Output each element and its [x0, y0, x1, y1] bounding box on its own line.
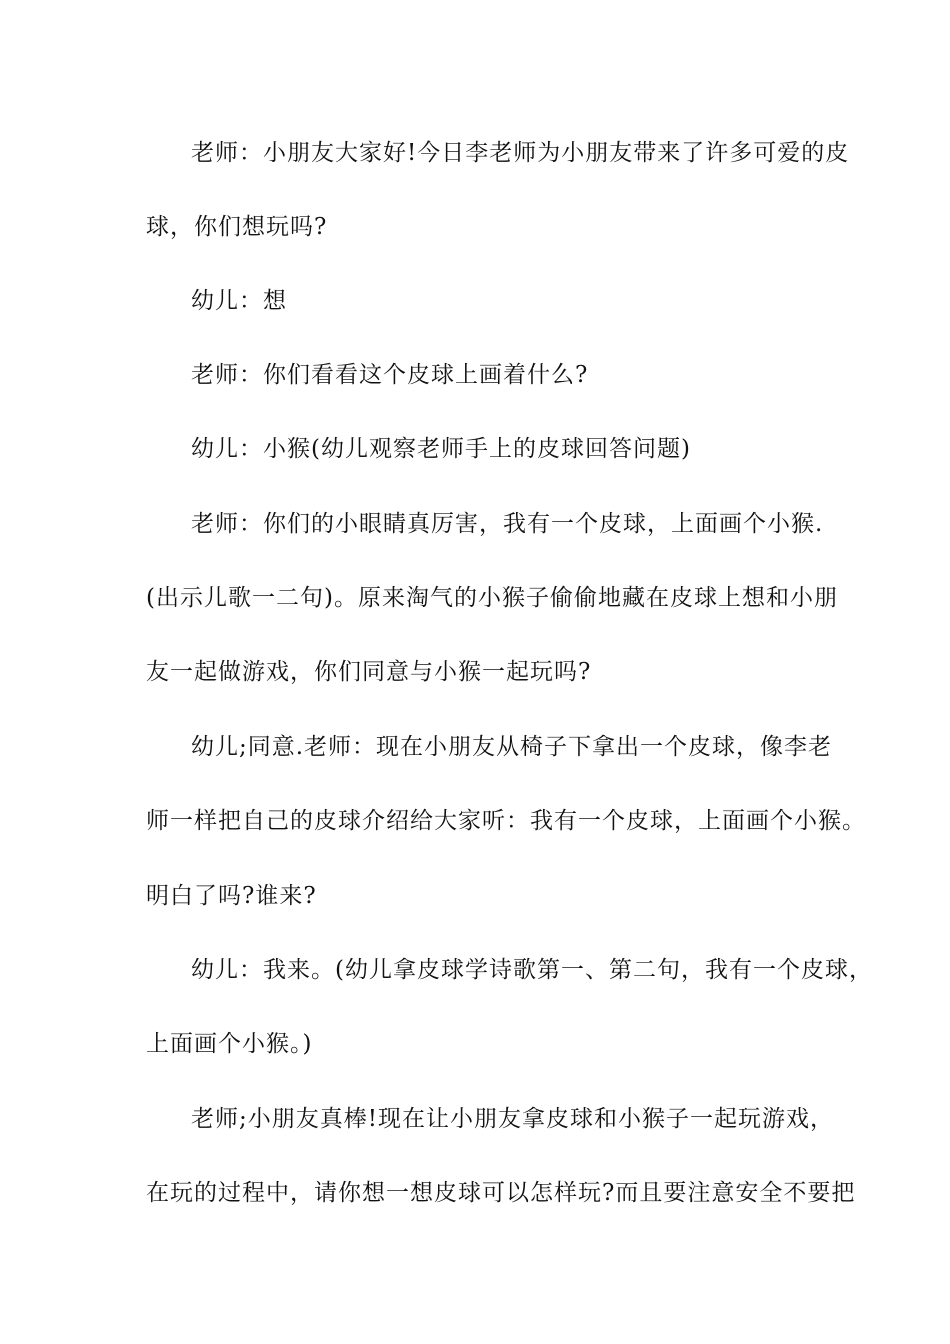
- paragraph-line: 幼儿;同意.老师：现在小朋友从椅子下拿出一个皮球，像李老: [191, 734, 833, 760]
- paragraph-line: 老师;小朋友真棒!现在让小朋友拿皮球和小猴子一起玩游戏，: [191, 1106, 834, 1132]
- paragraph-line: 幼儿：想: [191, 288, 287, 314]
- paragraph-line: (出示儿歌一二句)。原来淘气的小猴子偷偷地藏在皮球上想和小朋: [146, 585, 838, 611]
- paragraph-line: 友一起做游戏，你们同意与小猴一起玩吗?: [146, 659, 592, 685]
- paragraph-line: 明白了吗?谁来?: [146, 883, 317, 909]
- paragraph-line: 球，你们想玩吗?: [146, 214, 328, 240]
- paragraph-line: 师一样把自己的皮球介绍给大家听：我有一个皮球，上面画个小猴。: [146, 808, 866, 834]
- paragraph-line: 幼儿：我来。(幼儿拿皮球学诗歌第一、第二句，我有一个皮球，: [191, 957, 873, 983]
- paragraph-line: 老师：你们看看这个皮球上画着什么?: [191, 362, 589, 388]
- paragraph-line: 老师：你们的小眼睛真厉害，我有一个皮球，上面画个小猴.: [191, 511, 824, 537]
- paragraph-line: 在玩的过程中，请你想一想皮球可以怎样玩?而且要注意安全不要把: [146, 1180, 856, 1206]
- paragraph-line: 老师：小朋友大家好!今日李老师为小朋友带来了许多可爱的皮: [191, 140, 850, 166]
- paragraph-line: 幼儿：小猴(幼儿观察老师手上的皮球回答问题): [191, 436, 691, 462]
- paragraph-line: 上面画个小猴。): [146, 1031, 313, 1057]
